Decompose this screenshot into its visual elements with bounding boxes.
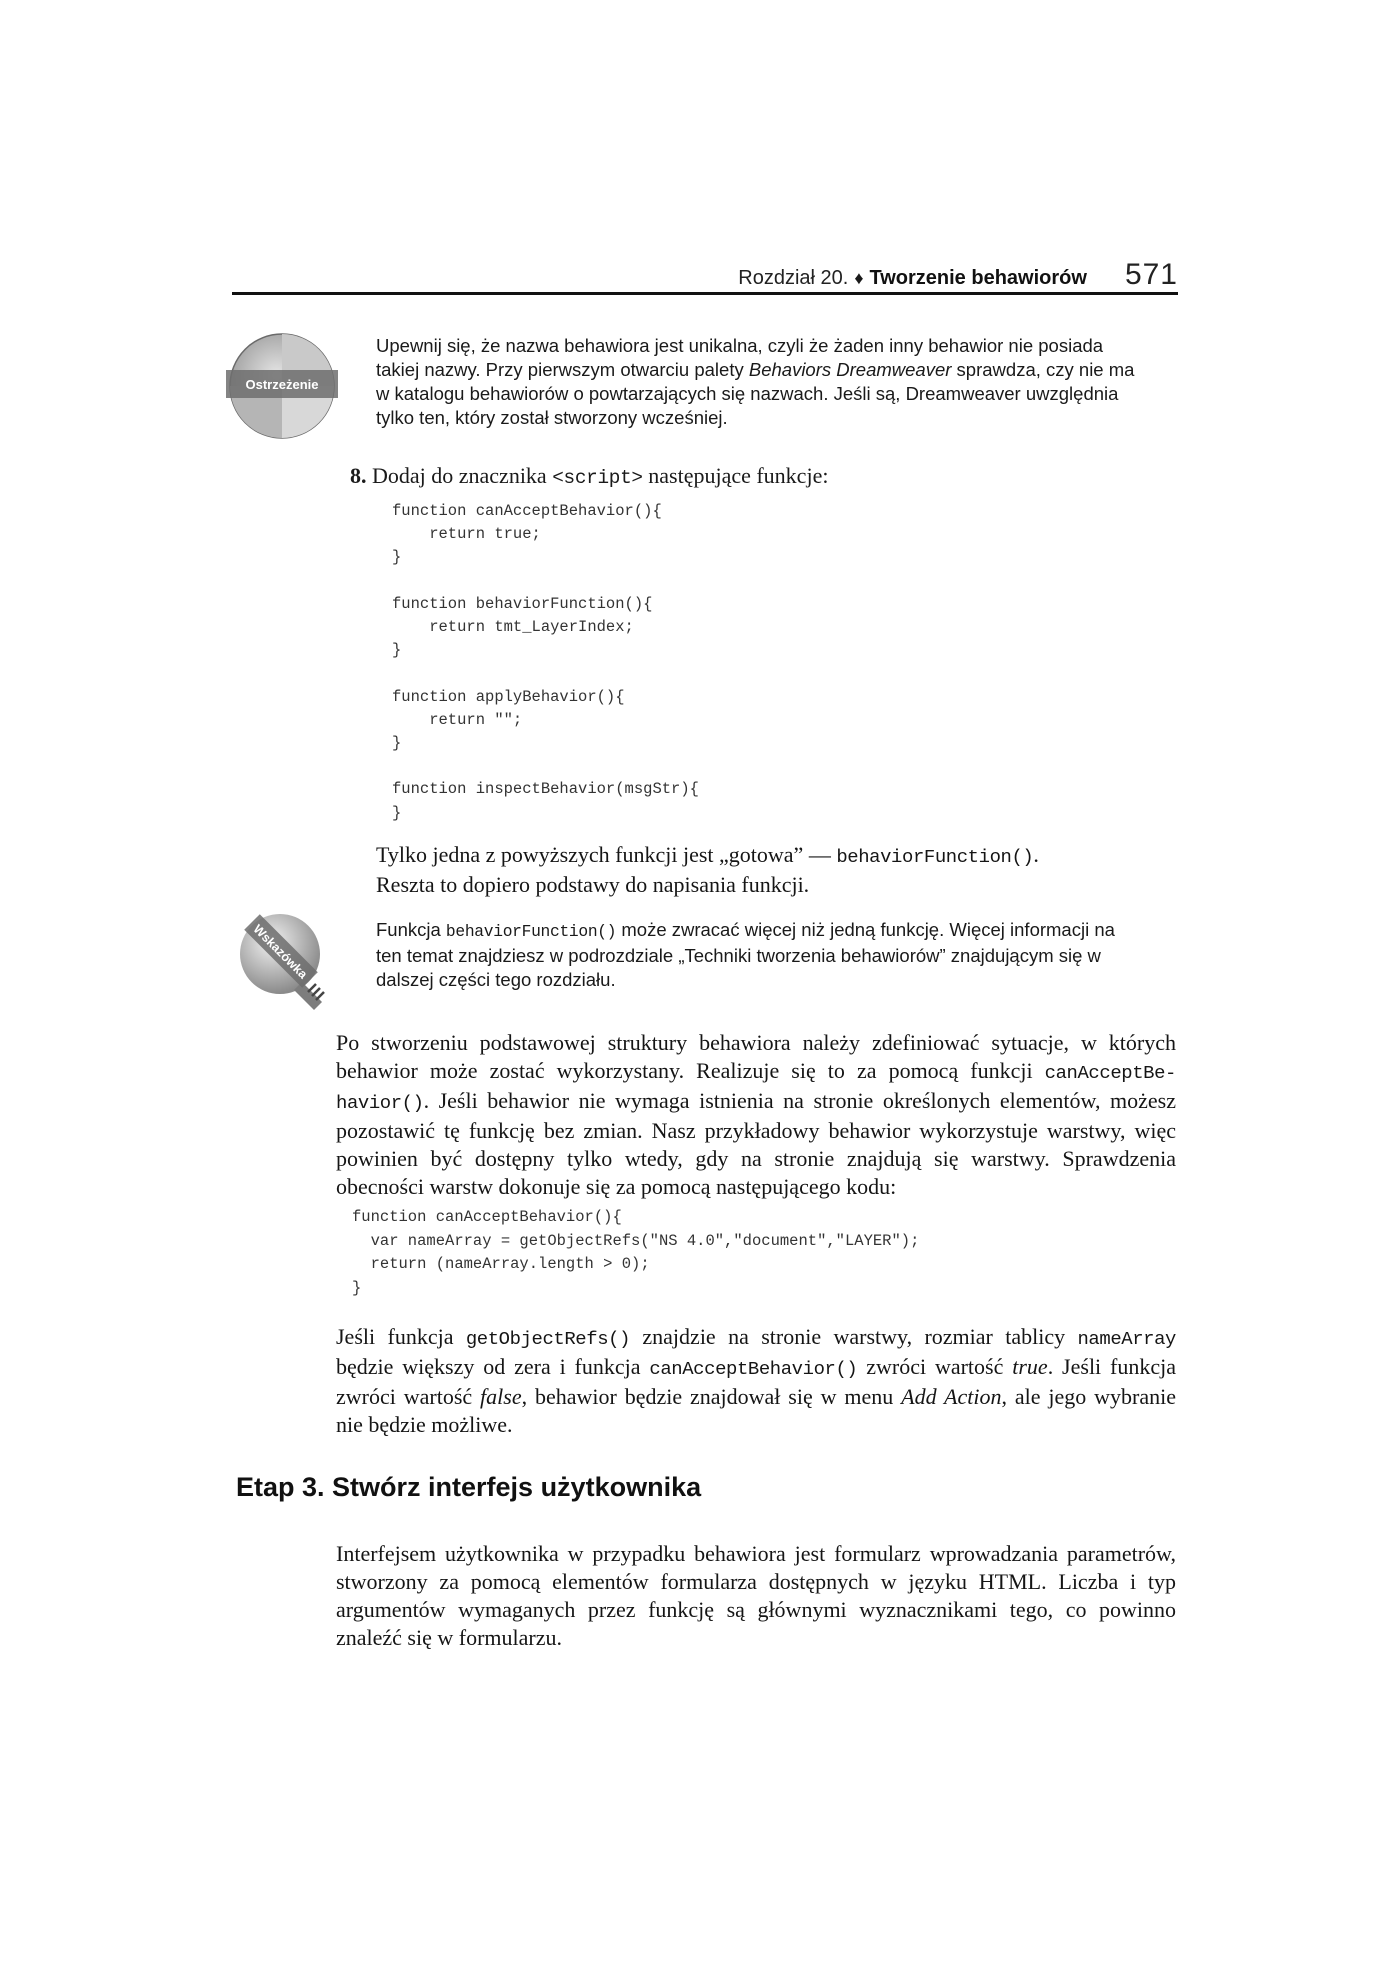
diamond-separator-icon: ♦ <box>854 268 864 288</box>
chapter-title: Tworzenie behawiorów <box>869 267 1087 289</box>
para2-code-1: getObjectRefs() <box>465 1328 631 1350</box>
warning-icon <box>226 330 338 442</box>
paragraph-3: Interfejsem użytkownika w przypadku behawiora jest formularz wprowadzania parametrów, stworzony za pomocą elementów formularza dostępnych w języku HTML. Liczba i typ argumentów wymaganych przez funkcję są głównymi wyznacznikami tego, co powinno znaleźć się w formularzu. <box>336 1541 1176 1650</box>
warning-icon-label: Ostrzeżenie <box>245 377 319 392</box>
para1-text-after: . Jeśli behawior nie wymaga istnienia na stronie określonych elementów, możesz pozostawić tę funkcję bez zmian. Nasz przykładowy behawior wykorzystuje warstwy, więc powinien być dostępny tylko wtedy, gdy na stronie znajdują się warstwy. Sprawdzenia obecności warstw dokonuje się za pomocą następującego kodu: <box>336 1088 1176 1199</box>
step-text: Dodaj do znacznika <box>372 463 553 488</box>
paragraph-1 <box>336 1029 1176 1201</box>
warning-note <box>376 334 1136 430</box>
para2-text-4: zwróci wartość <box>857 1354 1013 1379</box>
chapter-label: Rozdział 20. <box>738 267 849 289</box>
para2-text-5: . Jeśli funkcja zwróci wartość <box>336 1354 1176 1409</box>
after-code-line2: Reszta to dopiero podstawy do napisania funkcji. <box>376 872 810 897</box>
step-number: 8. <box>350 463 367 488</box>
para2-italic-1: true <box>1012 1354 1048 1379</box>
para2-text-7: , ale jego wybranie nie będzie możliwe. <box>336 1384 1177 1437</box>
para1-inline-code: canAcceptBe-havior() <box>336 1062 1176 1114</box>
step-code: <script> <box>552 467 643 489</box>
para2-italic-3: Add Action <box>901 1384 1002 1409</box>
warning-text-after: sprawdza, czy nie ma w katalogu behawiorów o powtarzających się nazwach. Jeśli są, Dreamweaver uwzględnia tylko ten, który został stworzony wcześniej. <box>376 359 1135 428</box>
code-block-canaccept: function canAcceptBehavior(){ var nameArray = getObjectRefs("NS 4.0","document","LAYER"); return (nameArray.length > 0); } <box>352 1208 920 1297</box>
after-code-line1: Tylko jedna z powyższych funkcji jest „gotowa” — <box>376 842 837 867</box>
para2-text-3: będzie większy od zera i funkcja <box>336 1354 650 1379</box>
after-code-text <box>376 841 1176 899</box>
paragraph-2 <box>336 1323 1176 1439</box>
tip-text: Funkcja <box>376 919 446 940</box>
tip-note <box>376 918 1136 992</box>
tip-lightbulb-icon <box>232 908 338 1014</box>
after-code-inline-code: behaviorFunction() <box>836 846 1034 868</box>
para1-text: Po stworzeniu podstawowej struktury behawiora należy zdefiniować sytuacje, w których behawior może zostać wykorzystany. Realizuje się to za pomocą funkcji <box>336 1030 1176 1083</box>
tip-icon-label: Wskazówka <box>250 921 311 982</box>
para2-text-6: , behawior będzie znajdował się w menu <box>521 1384 902 1409</box>
tip-inline-code: behaviorFunction() <box>445 922 617 941</box>
after-code-line1-end: . <box>1033 842 1039 867</box>
warning-italic: Behaviors Dreamweaver <box>748 359 952 380</box>
page-number: 571 <box>1124 258 1178 291</box>
header-rule <box>232 292 1178 295</box>
warning-text: Upewnij się, że nazwa behawiora jest unikalna, czyli że żaden inny behawior nie posiada takiej nazwy. Przy pierwszym otwarciu palety <box>376 335 1104 380</box>
para2-text-2: znajdzie na stronie warstwy, rozmiar tablicy <box>630 1324 1078 1349</box>
running-header <box>232 258 1178 294</box>
code-block-functions: function canAcceptBehavior(){ return true; } function behaviorFunction(){ return tmt_LayerIndex; } function applyBehavior(){ return ""; } function inspectBehavior(msgStr){ } <box>392 502 699 822</box>
para2-code-2: nameArray <box>1077 1328 1176 1350</box>
para2-text-1: Jeśli funkcja <box>336 1324 466 1349</box>
step-text-after: następujące funkcje: <box>642 463 829 488</box>
step-8 <box>350 462 1170 492</box>
section-heading: Etap 3. Stwórz interfejs użytkownika <box>236 1472 702 1502</box>
para2-code-3: canAcceptBehavior() <box>649 1358 858 1380</box>
tip-text-after: może zwracać więcej niż jedną funkcję. Więcej informacji na ten temat znajdziesz w podrozdziale „Techniki tworzenia behawiorów” znajdującym się w dalszej części tego rozdziału. <box>376 919 1115 990</box>
para2-italic-2: false <box>480 1384 522 1409</box>
